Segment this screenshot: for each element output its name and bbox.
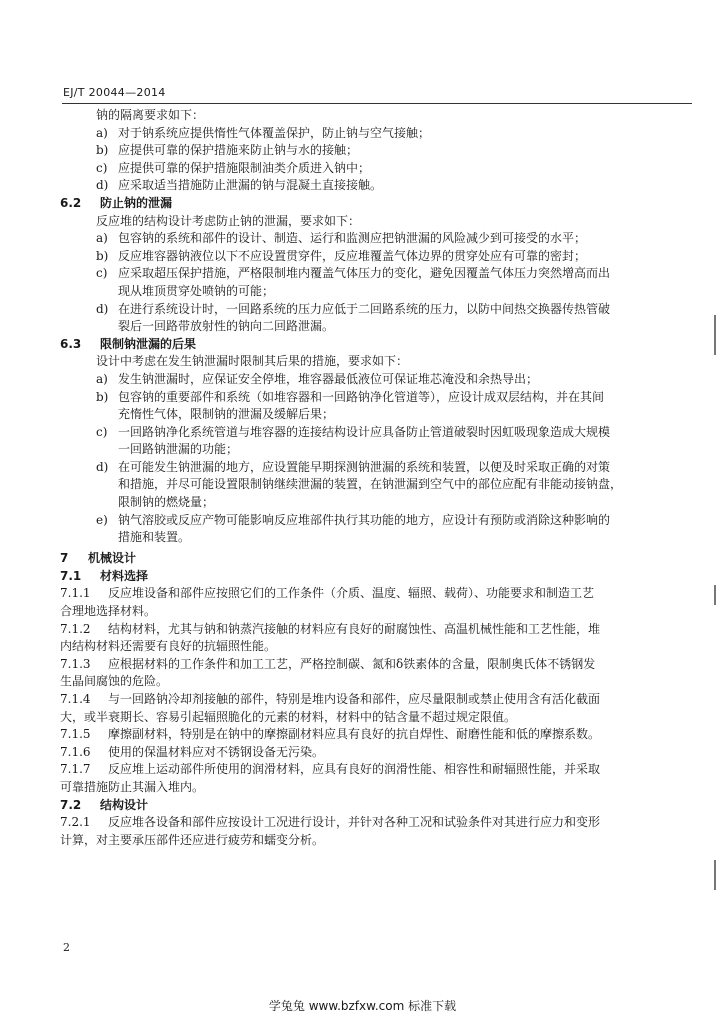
page-number: 2 <box>63 941 70 954</box>
text-line: 钠的隔离要求如下： <box>96 108 205 122</box>
text-line: 设计中考虑在发生钠泄漏时限制其后果的措施，要求如下： <box>96 354 409 369</box>
clause-number: 7.1.1 <box>60 586 91 601</box>
clause-number: 7.2 <box>60 797 82 812</box>
scan-edge-mark <box>714 860 716 890</box>
list-item <box>60 302 690 317</box>
list-item-text: 发生钠泄漏时，应保证安全停堆，堆容器最低液位可保证堆芯淹没和余热导出； <box>118 371 539 386</box>
standard-number-header: EJ/T 20044—2014 <box>63 86 166 99</box>
list-item-text: 钠气溶胶或反应产物可能影响反应堆部件执行其功能的地方，应设计有预防或消除这种影响的 <box>118 512 611 527</box>
header-rule <box>62 103 692 104</box>
clause-paragraph <box>60 586 690 601</box>
clause-number: 7.1.4 <box>60 692 91 706</box>
clause-paragraph <box>60 692 690 707</box>
list-marker: a) <box>96 231 108 246</box>
list-item-continuation: 裂后一回路带放射性的钠向二回路泄漏。 <box>118 319 335 334</box>
list-marker: b) <box>96 248 109 263</box>
clause-paragraph <box>60 745 690 760</box>
list-item <box>60 178 690 193</box>
list-item-continuation: 限制钠的燃烧量； <box>118 495 215 510</box>
list-item-text: 包容钠的系统和部件的设计、制造、运行和监测应把钠泄漏的风险减少到可接受的水平； <box>118 231 587 246</box>
list-marker: d) <box>96 459 109 474</box>
clause-number: 7.1.5 <box>60 727 91 742</box>
clause-text: 结构材料，尤其与钠和钠蒸汽接触的材料应有良好的耐腐蚀性、高温机械性能和工艺性能，堆 <box>108 621 601 636</box>
list-item <box>60 266 690 281</box>
list-marker: c) <box>96 266 108 281</box>
list-marker: d) <box>96 301 109 316</box>
clause-number: 7.2.1 <box>60 815 91 830</box>
list-item <box>60 231 690 246</box>
text-line: 计算，对主要承压部件还应进行疲劳和蠕变分析。 <box>60 832 325 847</box>
text-line: 反应堆的结构设计考虑防止钠的泄漏，要求如下： <box>96 213 361 228</box>
section-title: 结构设计 <box>100 797 149 812</box>
list-item <box>60 161 690 176</box>
clause-paragraph <box>60 727 690 742</box>
scan-edge-mark <box>714 315 716 355</box>
clause-text: 使用的保温材料应对不锈钢设备无污染。 <box>108 744 325 759</box>
section-heading <box>60 551 690 566</box>
section-title: 限制钠泄漏的后果 <box>100 336 197 351</box>
list-marker: b) <box>96 143 109 158</box>
section-title: 防止钠的泄漏 <box>100 195 173 210</box>
list-item <box>60 143 690 158</box>
list-item-continuation: 一回路钠泄漏的功能； <box>118 442 239 457</box>
clause-text: 应根据材料的工作条件和加工工艺，严格控制碳、氮和δ铁素体的含量，限制奥氏体不锈钢发 <box>108 656 596 671</box>
list-item-text: 应采取超压保护措施，严格限制堆内覆盖气体压力的变化，避免因覆盖气体压力突然增高而出 <box>118 266 611 281</box>
text-line: 可靠措施防止其漏入堆内。 <box>60 779 205 794</box>
clause-number: 7.1.3 <box>60 656 91 671</box>
text-line: 合理地选择材料。 <box>60 604 157 619</box>
list-marker: c) <box>96 424 108 439</box>
section-heading <box>60 337 690 352</box>
list-marker: b) <box>96 389 109 404</box>
section-title: 机械设计 <box>88 551 137 566</box>
list-marker: d) <box>96 178 109 193</box>
list-item-text: 对于钠系统应提供惰性气体覆盖保护，防止钠与空气接触； <box>118 125 431 140</box>
clause-paragraph <box>60 622 690 637</box>
clause-paragraph <box>60 815 690 830</box>
clause-text: 反应堆各设备和部件应按设计工况进行设计，并针对各种工况和试验条件对其进行应力和变形 <box>108 815 601 830</box>
text-line: 内结构材料还需要有良好的抗辐照性能。 <box>60 639 277 654</box>
list-item-text: 应提供可靠的保护措施来防止钠与水的接触； <box>118 143 359 158</box>
section-heading <box>60 798 690 813</box>
clause-number: 7 <box>60 551 69 566</box>
section-title: 材料选择 <box>100 568 149 583</box>
list-item <box>60 425 690 440</box>
text-line: 大，或半衰期长、容易引起辐照脆化的元素的材料，材料中的钴含量不超过规定限值。 <box>60 709 517 724</box>
clause-text: 与一回路钠冷却剂接触的部件，特别是堆内设备和部件，应尽量限制或禁止使用含有活化截面 <box>108 692 601 706</box>
clause-number: 7.1.7 <box>60 762 91 777</box>
list-marker: e) <box>96 512 108 527</box>
clause-paragraph <box>60 762 690 777</box>
list-item-text: 包容钠的重要部件和系统（如堆容器和一回路钠净化管道等），应设计成双层结构，并在其间 <box>118 389 605 404</box>
list-item <box>60 372 690 387</box>
text-line: 生晶间腐蚀的危险。 <box>60 674 169 689</box>
list-item-text: 应提供可靠的保护措施限制油类介质进入钠中； <box>118 160 371 175</box>
list-item-text: 应采取适当措施防止泄漏的钠与混凝土直接接触。 <box>118 178 383 193</box>
list-item-continuation: 充惰性气体，限制钠的泄漏及缓解后果； <box>118 407 335 422</box>
clause-number: 7.1.6 <box>60 744 91 759</box>
clause-text: 摩擦副材料，特别是在钠中的摩擦副材料应具有良好的抗自焊性、耐磨性能和低的摩擦系数。 <box>108 727 601 742</box>
clause-number: 7.1.2 <box>60 621 91 636</box>
list-item-text: 在进行系统设计时，一回路系统的压力应低于二回路系统的压力，以防中间热交换器传热管破 <box>118 301 611 316</box>
scan-edge-mark <box>714 585 716 605</box>
clause-text: 反应堆上运动部件所使用的润滑材料，应具有良好的润滑性能、相容性和耐辐照性能，并采取 <box>108 762 601 777</box>
list-item-continuation: 措施和装置。 <box>118 530 191 545</box>
list-marker: a) <box>96 371 108 386</box>
list-item <box>60 460 690 475</box>
list-item-text: 在可能发生钠泄漏的地方，应设置能早期探测钠泄漏的系统和装置，以便及时采取正确的对策 <box>118 459 611 474</box>
clause-number: 7.1 <box>60 568 82 583</box>
clause-text: 反应堆设备和部件应按照它们的工作条件（介质、温度、辐照、载荷）、功能要求和制造工艺 <box>108 586 595 601</box>
clause-paragraph <box>60 657 690 672</box>
list-item <box>60 249 690 264</box>
footer-watermark[interactable]: 学兔兔 www.bzfxw.com 标准下载 <box>268 999 457 1013</box>
list-marker: c) <box>96 160 108 175</box>
list-item-continuation: 现从堆顶贯穿处喷钠的可能； <box>118 283 275 298</box>
clause-number: 6.3 <box>60 336 82 351</box>
clause-number: 6.2 <box>60 195 82 210</box>
list-marker: a) <box>96 125 108 140</box>
list-item <box>60 126 690 141</box>
list-item-text: 反应堆容器钠液位以下不应设置贯穿件，反应堆覆盖气体边界的贯穿处应有可靠的密封； <box>118 248 587 263</box>
body-text <box>60 108 690 850</box>
list-item <box>60 513 690 528</box>
list-item-continuation: 和措施，并尽可能设置限制钠继续泄漏的装置，在钠泄漏到空气中的部位应配有非能动接钠盘， <box>118 477 623 492</box>
section-heading <box>60 196 690 211</box>
list-item-text: 一回路钠净化系统管道与堆容器的连接结构设计应具备防止管道破裂时因虹吸现象造成大规模 <box>118 424 611 439</box>
section-heading <box>60 569 690 584</box>
list-item <box>60 390 690 405</box>
